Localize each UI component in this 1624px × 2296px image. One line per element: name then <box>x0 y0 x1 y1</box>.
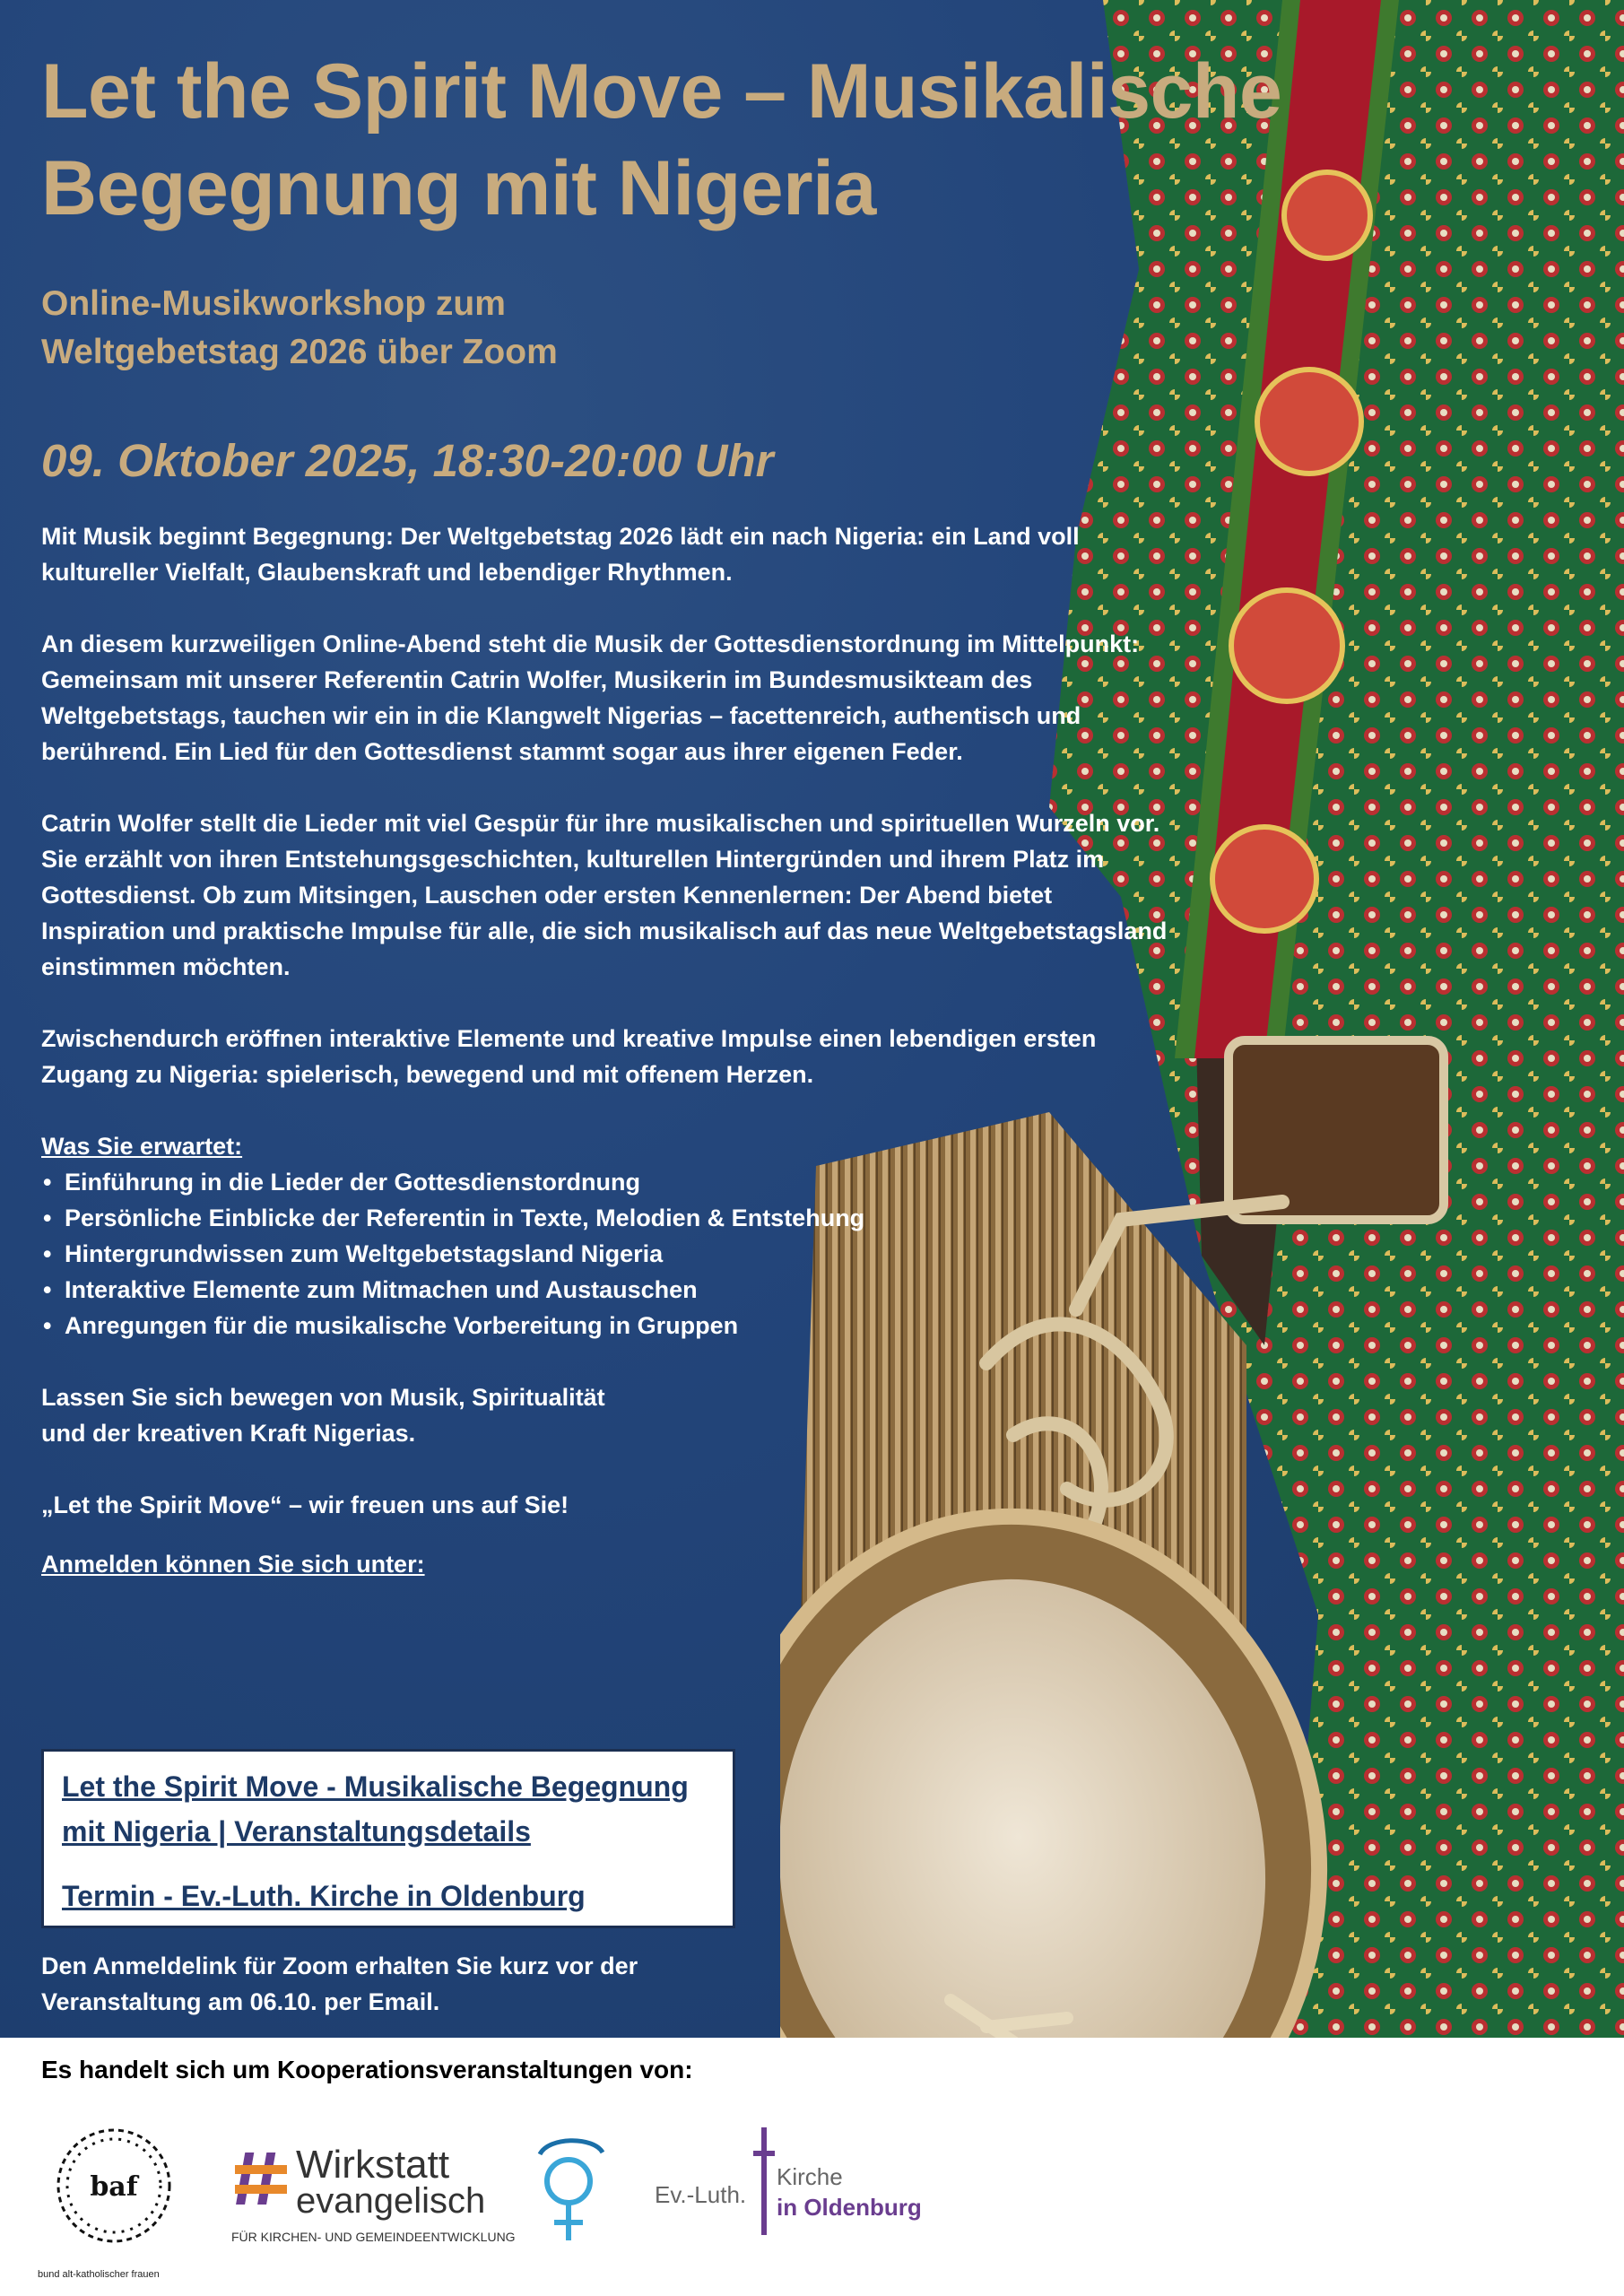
list-item: • Interaktive Elemente zum Mitmachen und Austauschen <box>41 1272 1171 1308</box>
baf-wreath-icon <box>38 2109 190 2262</box>
subtitle-line: Weltgebetstag 2026 über Zoom <box>41 333 558 371</box>
event-datetime: 09. Oktober 2025, 18:30-20:00 Uhr <box>41 435 774 486</box>
zoom-note: Den Anmeldelink für Zoom erhalten Sie kurz vor der Veranstaltung am 06.10. per Email. <box>41 1952 638 2015</box>
expect-heading: Was Sie erwartet: <box>41 1133 243 1160</box>
description <box>41 518 1171 1582</box>
baf-text: baf <box>90 2171 138 2203</box>
page-title: Let the Spirit Move – Musikalische Begegnung mit Nigeria <box>41 48 1282 231</box>
wirkstatt-caption: FÜR KIRCHEN- UND GEMEINDEENTWICKLUNG <box>231 2230 516 2244</box>
paragraph: Zwischendurch eröffnen interaktive Elemente und kreative Impulse einen lebendigen ersten Zugang zu Nigeria: spielerisch, bewegend und mit offenem Herzen. <box>41 1025 1097 1088</box>
event-details-link[interactable]: Let the Spirit Move - Musikalische Begegnung mit Nigeria | Veranstaltungsdetails <box>62 1770 689 1848</box>
closing-line: und der kreativen Kraft Nigerias. <box>41 1420 416 1447</box>
wirkstatt-subname: evangelisch <box>296 2181 486 2221</box>
baf-logo <box>38 2109 190 2289</box>
ev-luth-text: Ev.-Luth. <box>655 2181 747 2208</box>
subtitle <box>41 280 848 377</box>
cross-icon <box>753 2127 775 2235</box>
register-heading: Anmelden können Sie sich unter: <box>41 1551 425 1578</box>
church-event-link[interactable]: Termin - Ev.-Luth. Kirche in Oldenburg <box>62 1880 586 1912</box>
list-item: • Anregungen für die musikalische Vorbereitung in Gruppen <box>41 1308 1171 1344</box>
closing-text <box>41 1379 1171 1451</box>
list-item: • Einführung in die Lieder der Gottesdienstordnung <box>41 1164 1171 1200</box>
list-item: • Persönliche Einblicke der Referentin in Texte, Melodien & Entstehung <box>41 1200 1171 1236</box>
wirkstatt-logo <box>231 2136 518 2253</box>
weltgebetstag-logo <box>522 2127 621 2253</box>
hashtag-icon <box>231 2149 291 2208</box>
footer-heading: Es handelt sich um Kooperationsveranstaltungen von: <box>41 2056 693 2083</box>
list-item: • Hintergrundwissen zum Weltgebetstagsland Nigeria <box>41 1236 1171 1272</box>
ev-luth-kirche-oldenburg-logo <box>655 2127 924 2244</box>
kirche-text: Kirche <box>777 2163 843 2190</box>
baf-caption: bund alt-katholischer frauen <box>38 2269 160 2280</box>
paragraph: Catrin Wolfer stellt die Lieder mit viel Gespür für ihre musikalischen und spirituellen Wurzeln vor. Sie erzählt von ihren Entstehungsgeschichten, kulturellen Hintergründen und ihrem Platz im Gottesdienst. Ob zum Mitsingen, Lauschen oder ersten Kennenlernen: Der Abend bietet Inspiration und praktische Impulse für alle, die sich musikalisch auf das neue Weltgebetstagsland einstimmen möchten. <box>41 810 1168 980</box>
paragraph: An diesem kurzweiligen Online-Abend steht die Musik der Gottesdienstordnung im Mittelpunkt: Gemeinsam mit unserer Referentin Catrin Wolfer, Musikerin im Bundesmusikteam des Weltgebetstags, tauchen wir ein in die Klangwelt Nigerias – facettenreich, authentisch und berührend. Ein Lied für den Gottesdienst stammt sogar aus ihrer eigenen Feder. <box>41 631 1140 765</box>
closing-line: Lassen Sie sich bewegen von Musik, Spiritualität <box>41 1384 605 1411</box>
wirkstatt-name: Wirkstatt <box>296 2143 450 2187</box>
oldenburg-text: in Oldenburg <box>777 2194 922 2221</box>
intro-paragraph: Mit Musik beginnt Begegnung: Der Weltgebetstag 2026 lädt ein nach Nigeria: ein Land voll kultureller Vielfalt, Glaubenskraft und lebendiger Rhythmen. <box>41 523 1080 586</box>
subtitle-line: Online-Musikworkshop zum <box>41 284 506 323</box>
footer <box>0 2038 1624 2296</box>
expect-list <box>41 1164 1171 1344</box>
venus-dove-icon <box>522 2127 621 2253</box>
quote: „Let the Spirit Move“ – wir freuen uns auf Sie! <box>41 1492 569 1518</box>
registration-links-box <box>41 1749 735 1928</box>
